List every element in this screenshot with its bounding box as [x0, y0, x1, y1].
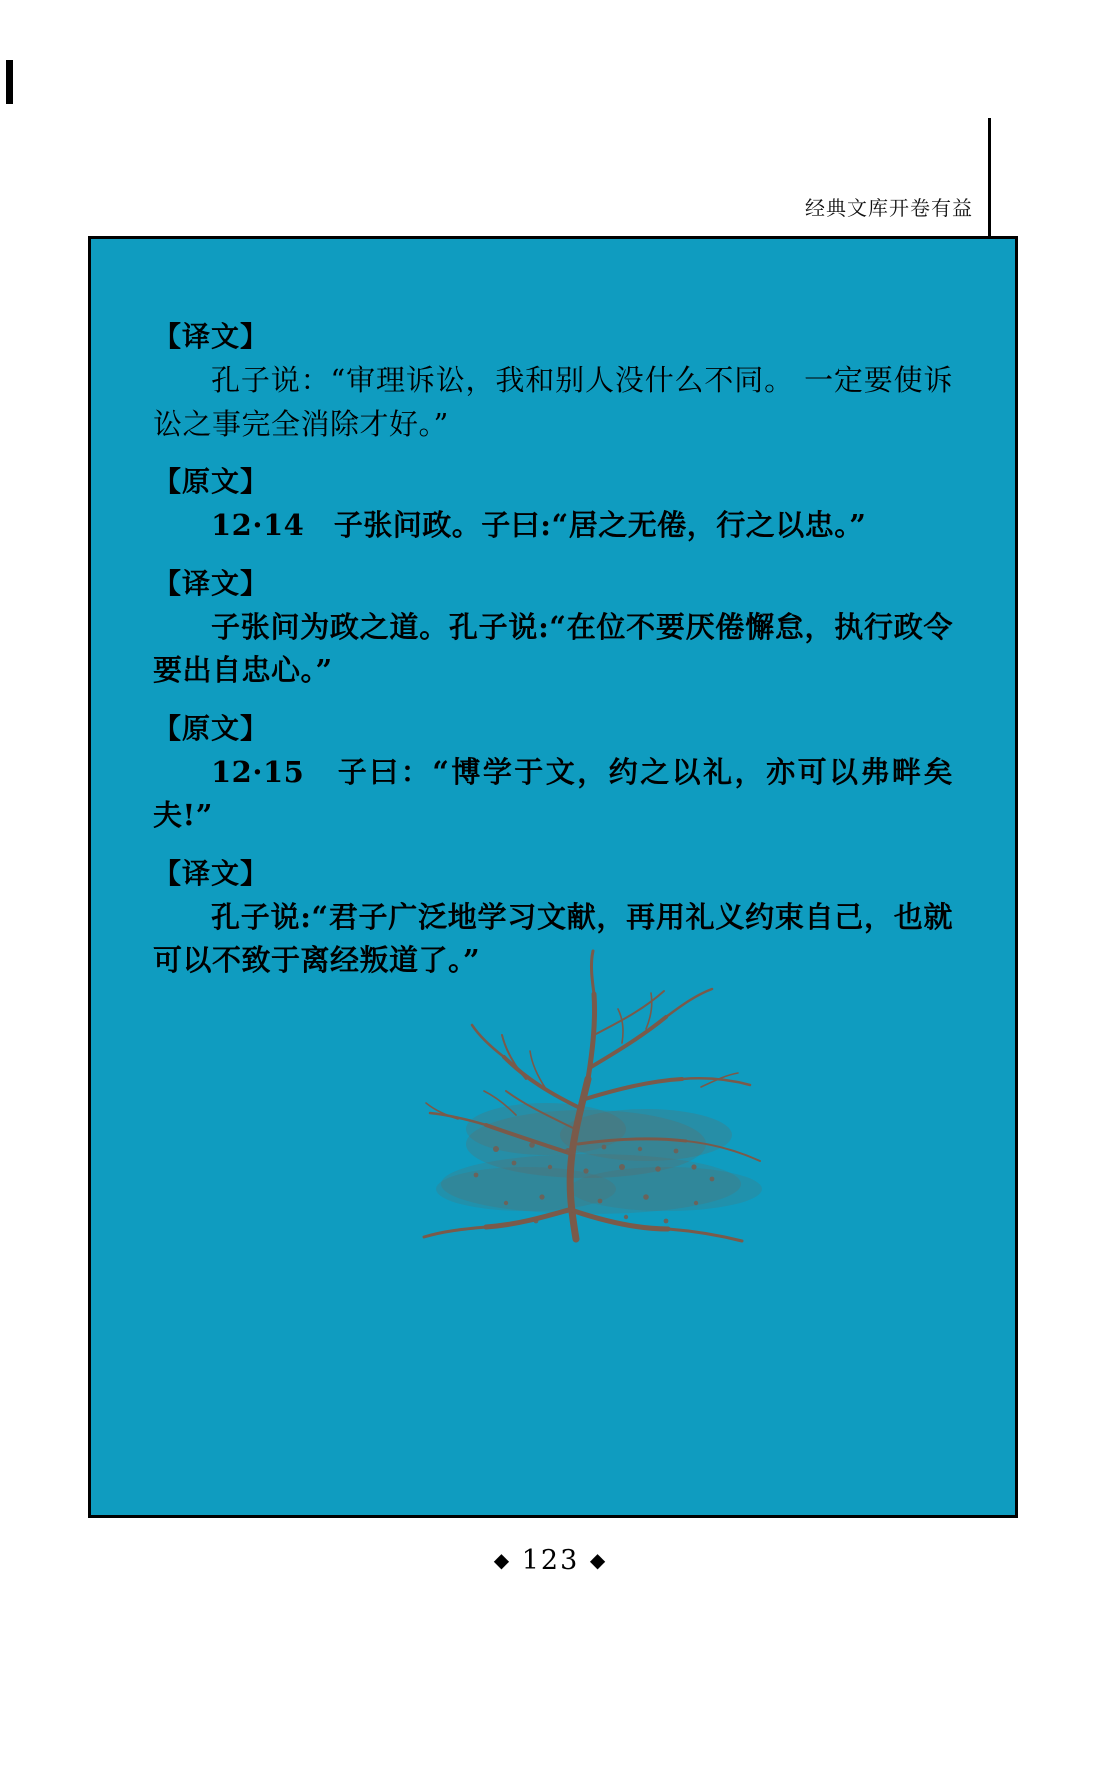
block-paragraph: 12·15 子曰：“博学于文，约之以礼，亦可以弗畔矣夫!” — [153, 754, 953, 832]
text-block — [153, 315, 953, 446]
block-label: 【原文】 — [153, 465, 270, 498]
tree-engraving-illustration — [346, 939, 816, 1289]
block-label: 【译文】 — [153, 566, 270, 600]
block-paragraph: 12·14 子张问政。子曰:“居之无倦，行之以忠。” — [211, 508, 867, 542]
block-paragraph: 孔子说:“君子广泛地学习文献，再用礼义约束自己，也就可以不致于离经叛道了。” — [153, 899, 953, 977]
text-block — [153, 707, 953, 838]
block-label: 【译文】 — [153, 856, 270, 890]
page-ornament-left: ◆ — [493, 1548, 512, 1572]
text-block — [153, 562, 953, 693]
page-content-panel — [88, 236, 1018, 1518]
page-number-value: 123 — [521, 1545, 580, 1576]
page-number — [0, 1545, 1101, 1576]
block-paragraph: 子张问为政之道。孔子说:“在位不要厌倦懈怠，执行政令要出自忠心。” — [153, 609, 953, 687]
block-label: 【译文】 — [153, 320, 270, 353]
block-label: 【原文】 — [153, 711, 270, 745]
panel-inner — [153, 301, 953, 993]
page-ornament-right: ◆ — [589, 1548, 608, 1572]
block-paragraph: 孔子说：“审理诉讼，我和别人没什么不同。 一定要使诉讼之事完全消除才好。” — [153, 363, 953, 441]
text-block — [153, 460, 953, 548]
running-head: 经典文库开卷有益 — [805, 196, 973, 220]
scan-edge-mark — [6, 60, 13, 104]
